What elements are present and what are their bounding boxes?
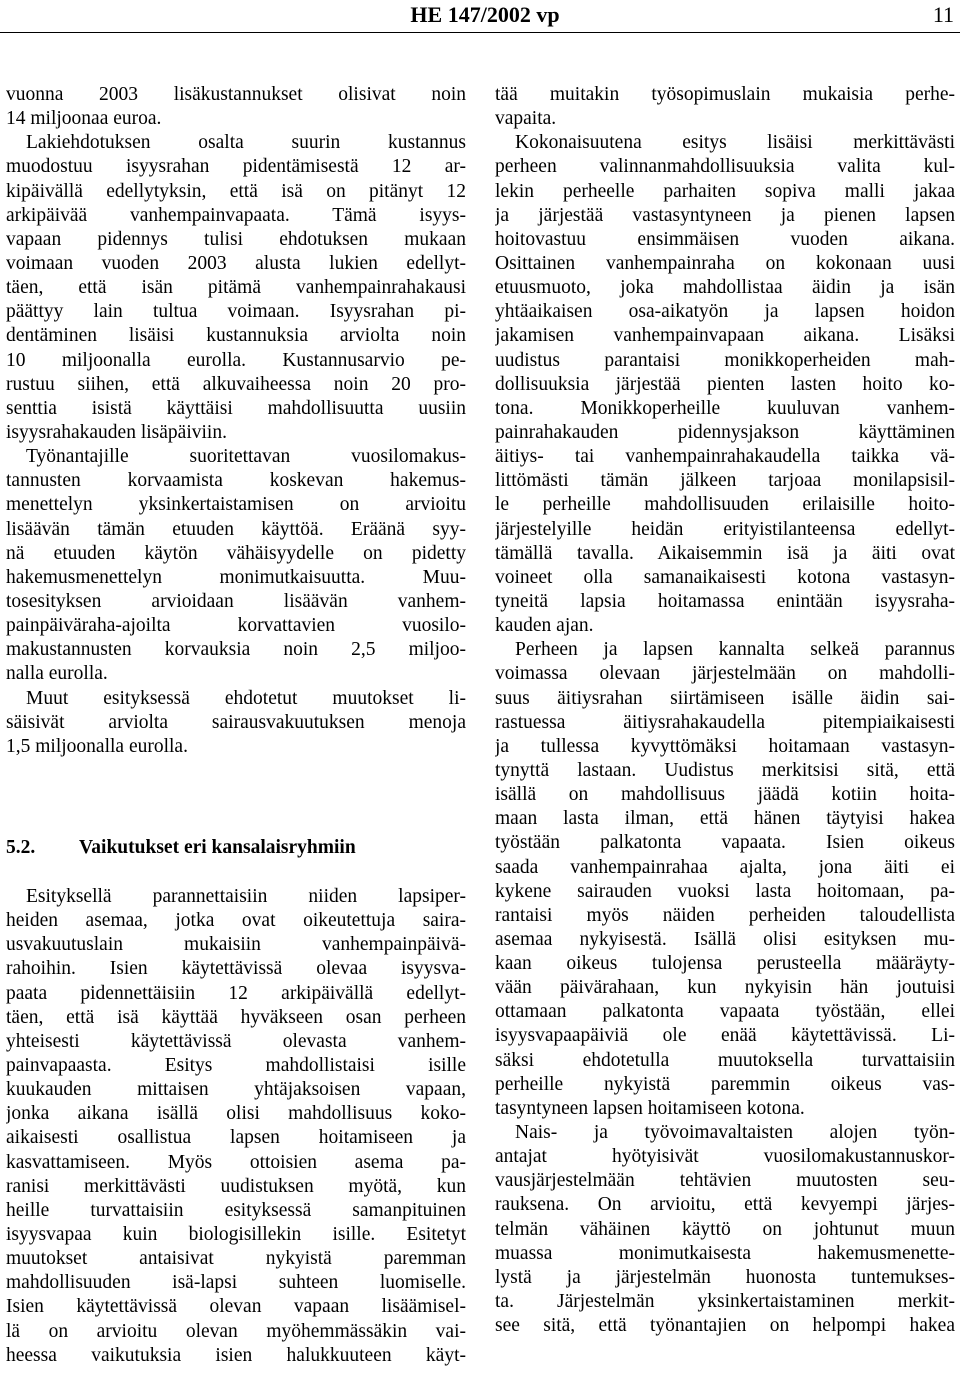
text-line: jonka aikana isällä olisi mahdollisuus koko- (6, 1103, 466, 1125)
text-line: rastuessa äitiysrahakaudella pitempiaikaisesti (495, 711, 955, 733)
text-line: see sitä, että työnantajien on helpompi hakea (495, 1315, 955, 1337)
text-line: ta. Järjestelmän yksinkertaistaminen merkit- (495, 1291, 955, 1313)
text-line: tasyntyneen lapsen hoitamiseen kotona. (495, 1097, 805, 1119)
text-line: Työnantajille suoritettavan vuosilomakus- (26, 446, 466, 468)
text-line: heiden asemaa, jotka ovat oikeutettuja saira- (6, 910, 466, 932)
text-line: hoitovastuu ensimmäisen vuoden aikana. (495, 228, 955, 250)
left-column-text (6, 83, 466, 759)
text-line: perheille nykyistä paremmin oikeus vas- (495, 1073, 955, 1095)
text-line: rahoihin. Isien käytettävissä olevaa isyysva- (6, 958, 466, 980)
text-line: yhteisesti käytettävissä olevasta vanhem- (6, 1030, 466, 1052)
text-line: antajat hyötyisivät vuosilomakustannuskor- (495, 1146, 955, 1168)
text-line: menettelyn yksinkertaistamisen on arvioitu (6, 494, 466, 516)
text-line: työstään palkatonta vapaata. Isien oikeus (495, 832, 955, 854)
text-line: järjestelyille heidän erityistilanteensa edellyt- (495, 518, 955, 540)
text-line: kipäivällä edellytyksin, että isä on pitänyt 12 (6, 180, 466, 202)
text-line: kykene sairauden vuoksi lasta hoitomaan, pa- (495, 880, 955, 902)
text-line: rantaisi myös näiden perheiden taloudellista (495, 904, 955, 926)
text-line: isällä on mahdollisuus jäädä kotiin hoita- (495, 784, 955, 806)
right-column-text (495, 83, 955, 1338)
text-line: tynyttä lastaan. Uudistus merkitsisi sitä, että (495, 759, 955, 781)
text-line: heille turvattaisiin esityksessä samanpituinen (6, 1199, 466, 1221)
text-line: muassa monimutkaisesta hakemusmenette- (495, 1242, 955, 1264)
text-line: kauden ajan. (495, 615, 594, 637)
text-line: tämällä tavalla. Aikaisemmin isä ja äiti ovat (495, 542, 955, 564)
text-line: saada vanhempainrahaa ajalta, jona äiti ei (495, 856, 955, 878)
section-heading (6, 836, 466, 860)
text-line: arkipäivää vanhempainvapaata. Tämä isyys- (6, 204, 466, 226)
text-line: tää muitakin työsopimuslain mukaisia perhe- (495, 84, 955, 105)
text-line: kuukauden mittaisen yhtäjaksoisen vapaan, (6, 1079, 466, 1101)
text-line: kaan oikeus tulojensa perusteella määräyty- (495, 953, 955, 975)
text-line: ja tullessa kyvyttömäksi hoitamaan vastasyn- (495, 735, 955, 757)
text-line: rustuu siihen, että alkuvaiheessa noin 20 pro- (6, 373, 466, 395)
section-title: Vaikutukset eri kansalaisryhmiin (79, 837, 356, 858)
text-line: usvakuutuslain mukaisiin vanhempainpäivä- (6, 934, 466, 956)
text-line: hakemusmenettelyn monimutkaisuutta. Muu- (6, 566, 466, 588)
text-line: painrahakauden pidennysjakson käyttäminen (495, 421, 955, 443)
text-line: littömästi tämän jälkeen tarjoaa monilapsisil- (495, 470, 955, 492)
text-line: Isien käytettävissä olevan vapaan lisäämisel- (6, 1296, 466, 1318)
text-line: maan lasta ilman, että hänen täytyisi hakea (495, 808, 955, 830)
left-column-text-continued (6, 885, 466, 1368)
text-line: painvapaasta. Esitys mahdollistaisi isille (6, 1054, 466, 1076)
page-header (0, 0, 960, 34)
header-rule (0, 32, 960, 33)
page-number: 11 (932, 2, 954, 27)
text-line: lekin perheelle parhaiten sopiva malli jakaa (495, 180, 955, 202)
text-line: aikaisesti osallistua lapsen hoitamiseen ja (6, 1127, 466, 1149)
text-line: lä on arvioitu olevan myöhemmässäkin vai- (6, 1320, 466, 1342)
text-line: vausjärjestelmään tehtävien muutosten seu- (495, 1170, 955, 1192)
text-line: lisäävän tämän etuuden käyttöä. Eräänä syy- (6, 518, 466, 540)
text-line: heessa vaikutuksia isien halukkuuteen käyt- (6, 1344, 466, 1366)
text-line: Esityksellä parannettaisiin niiden lapsiper- (26, 886, 466, 907)
text-line: Lakiehdotuksen osalta suurin kustannus (26, 132, 466, 154)
text-line: paata pidennettäisiin 12 arkipäivällä edellyt- (6, 982, 466, 1004)
text-line: tosesityksen arvioidaan lisäävän vanhem- (6, 590, 466, 612)
text-line: mahdollisuuden isä-lapsi suhteen luomiselle. (6, 1272, 466, 1294)
section-number: 5.2. (6, 837, 36, 858)
text-line: 1,5 miljoonalla eurolla. (6, 735, 188, 757)
text-line: tannusten korvaamista koskevan hakemus- (6, 470, 466, 492)
text-line: voimassa olevaan järjestelmään on mahdolli- (495, 663, 955, 685)
text-line: perheen valinnanmahdollisuuksia valita kul- (495, 156, 955, 178)
text-line: vapaan pidennys tulisi ehdotuksen mukaan (6, 228, 466, 250)
text-line: isyysvapaapäiviä ole enää käytettävissä. Li- (495, 1025, 955, 1047)
text-line: vään päivärahaan, kun nykyisin hän joutuisi (495, 977, 955, 999)
text-line: etuusmuoto, joka mahdollistaa äidin ja isän (495, 277, 955, 299)
text-line: tyneitä lapsia hoitamassa enintään isyysraha- (495, 590, 955, 612)
text-line: senttia isistä käyttäisi mahdollisuutta uusiin (6, 397, 466, 419)
document-identifier: HE 147/2002 vp (410, 2, 560, 27)
text-line: suus äitiysrahan siirtämiseen isälle äidin sai- (495, 687, 955, 709)
text-line: nalla eurolla. (6, 663, 108, 685)
text-line: voineet olla samanaikaisesti kotona vastasyn- (495, 566, 955, 588)
text-line: uudistus parantaisi monikkoperheiden mah- (495, 349, 955, 371)
text-line: le perheille mahdollisuuden erilaisille hoito- (495, 494, 955, 516)
text-line: ja järjestää vastasyntyneen ja pienen lapsen (495, 204, 955, 226)
text-line: jakamisen vanhempainvapaan aikana. Lisäksi (495, 325, 955, 347)
text-line: yhtäaikaisen osa-aikatyön ja lapsen hoidon (495, 301, 955, 323)
text-line: isyysvapaa kuin biologisillekin isille. Esitetyt (6, 1223, 466, 1245)
text-line: painpäiväraha-ajoilta korvattavien vuosilo- (6, 615, 466, 637)
text-line: lystä ja järjestelmän huonosta tuntemukses- (495, 1266, 955, 1288)
text-line: 14 miljoonaa euroa. (6, 108, 162, 130)
text-line: päättyy lain tultua voimaan. Isyysrahan pi- (6, 301, 466, 323)
text-line: täen, että isä käyttää hyväkseen osan perheen (6, 1006, 466, 1028)
text-line: dentäminen lisäisi kustannuksia arviolta noin (6, 325, 466, 347)
text-line: tona. Monikkoperheille kuuluvan vanhem- (495, 397, 955, 419)
text-line: Muut esityksessä ehdotetut muutokset li- (26, 687, 466, 709)
text-line: telmän vähäinen käyttö on johtunut muun (495, 1218, 955, 1240)
text-line: säisivät arviolta sairausvakuutuksen menoja (6, 711, 466, 733)
text-line: asemaa nykyisestä. Isällä olisi esityksen mu- (495, 928, 955, 950)
text-line: nä etuuden käytön vähäisyydelle on pidetty (6, 542, 466, 564)
text-line: muutokset antaisivat nykyistä paremman (6, 1248, 466, 1270)
text-line: 10 miljoonalla eurolla. Kustannusarvio pe- (6, 349, 466, 371)
text-line: Nais- ja työvoimavaltaisten alojen työn- (515, 1122, 955, 1144)
text-line: Kokonaisuutena esitys lisäisi merkittävästi (515, 132, 955, 154)
text-line: rauksena. On arvioitu, että kevyempi järjes- (495, 1194, 955, 1216)
text-line: äitiys- tai vanhempainrahakaudella taikka vä- (495, 446, 955, 468)
text-line: säksi ehdotetulla muutoksella turvattaisiin (495, 1049, 955, 1071)
text-line: Osittainen vanhempainraha on kokonaan uusi (495, 252, 955, 274)
text-line: makustannusten korvauksia noin 2,5 miljoo- (6, 639, 466, 661)
text-line: täen, että isän pitämä vanhempainrahakausi (6, 277, 466, 299)
text-line: ottamaan palkatonta vapaata työstään, ellei (495, 1001, 955, 1023)
text-line: muodostuu isyysrahan pidentämisestä 12 ar- (6, 156, 466, 178)
text-line: Perheen ja lapsen kannalta selkeä parannus (515, 639, 955, 661)
text-line: dollisuuksia järjestää pienten lasten hoito ko- (495, 373, 955, 395)
text-line: kasvattamiseen. Myös ottoisien asema pa- (6, 1151, 466, 1173)
text-line: isyysrahakauden lisäpäiviin. (6, 421, 227, 443)
text-line: vapaita. (495, 108, 557, 130)
text-line: ranisi merkittävästi uudistuksen myötä, kun (6, 1175, 466, 1197)
text-line: voimaan vuoden 2003 alusta lukien edellyt- (6, 252, 466, 274)
text-line: vuonna 2003 lisäkustannukset olisivat noin (6, 84, 466, 105)
